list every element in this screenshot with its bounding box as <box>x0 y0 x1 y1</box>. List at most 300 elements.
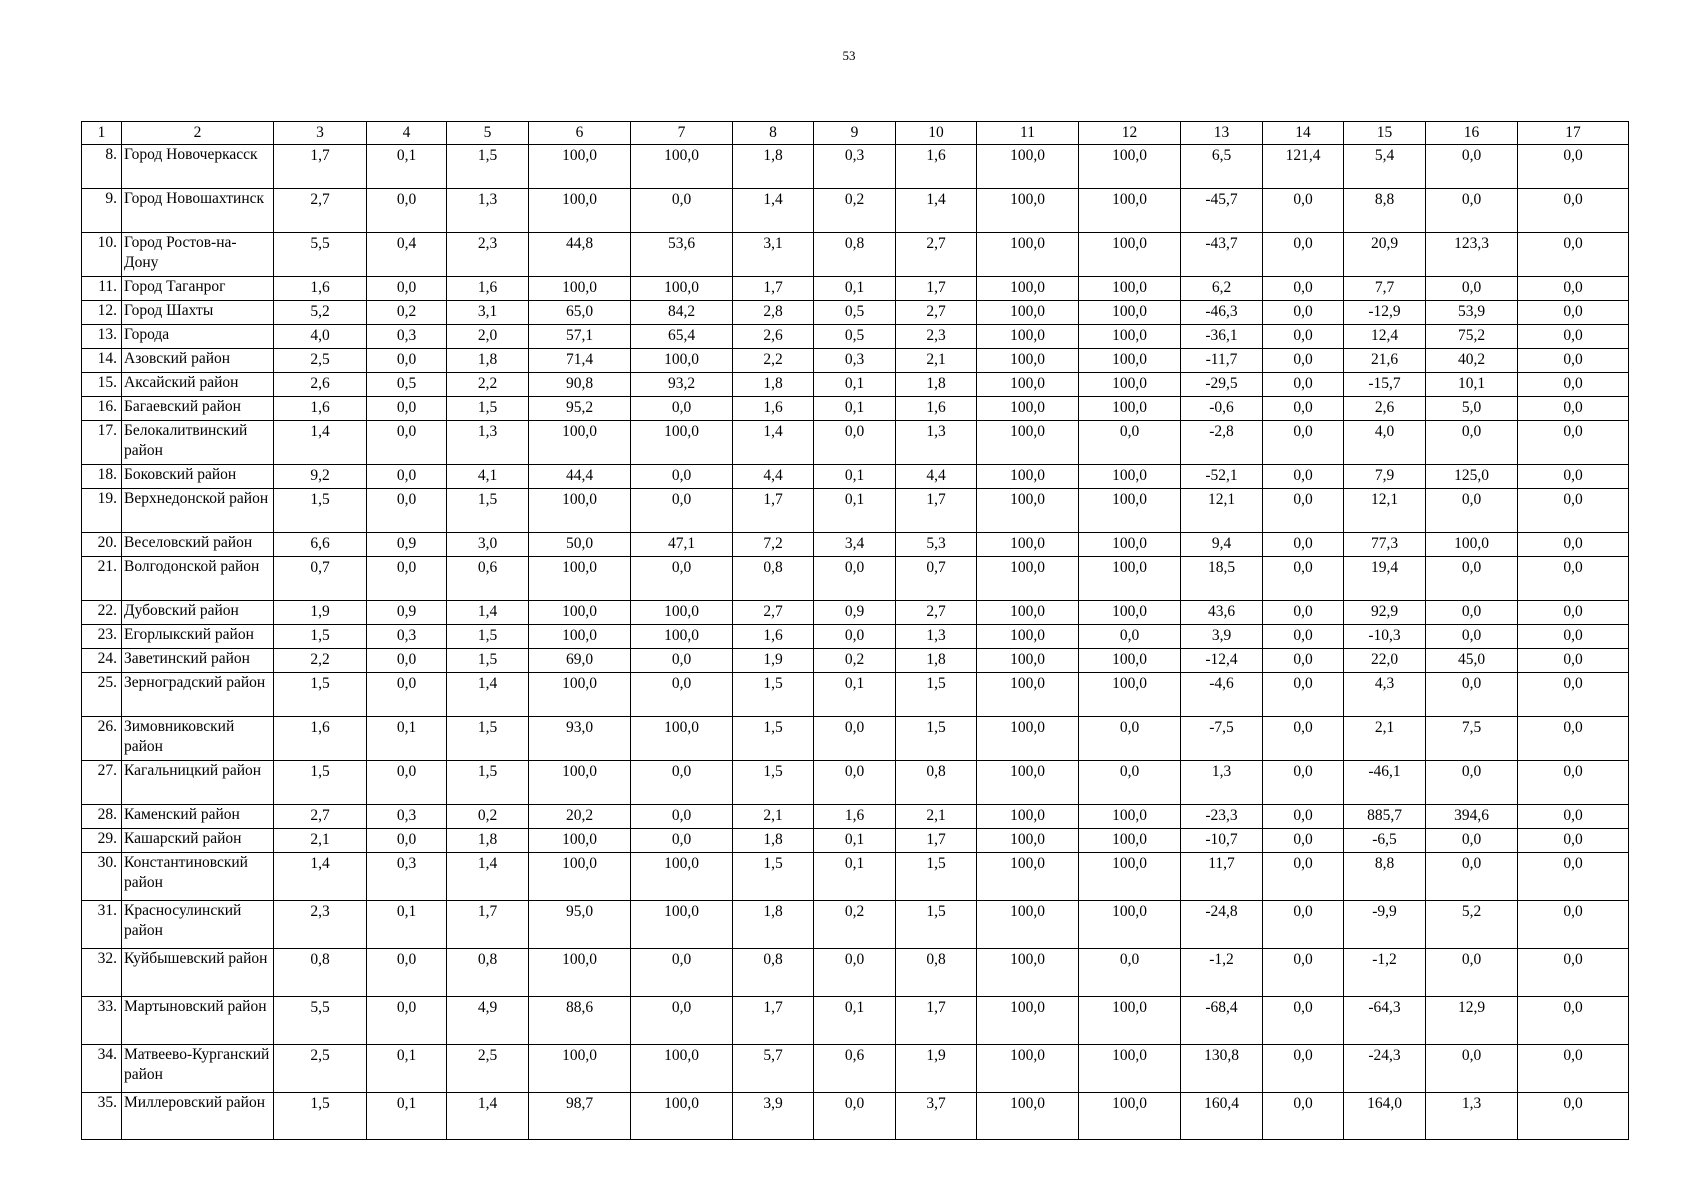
value-cell: 8,8 <box>1344 853 1426 901</box>
value-cell: 0,0 <box>367 349 447 373</box>
value-cell: 100,0 <box>977 997 1079 1045</box>
value-cell: 0,0 <box>1079 949 1181 997</box>
value-cell: 100,0 <box>529 189 631 233</box>
value-cell: 0,0 <box>367 189 447 233</box>
value-cell: 0,0 <box>367 997 447 1045</box>
value-cell: 1,3 <box>896 625 977 649</box>
territory-name-cell: Волгодонской район <box>122 557 274 601</box>
value-cell: 0,1 <box>814 829 896 853</box>
value-cell: 0,0 <box>1518 997 1629 1045</box>
table-row <box>82 533 1629 557</box>
value-cell: 0,0 <box>1263 489 1344 533</box>
value-cell: 0,3 <box>367 853 447 901</box>
value-cell: 1,4 <box>733 421 814 465</box>
value-cell: 1,6 <box>814 805 896 829</box>
value-cell: -46,3 <box>1181 301 1263 325</box>
value-cell: 100,0 <box>529 1045 631 1093</box>
value-cell: 84,2 <box>631 301 733 325</box>
value-cell: 0,0 <box>1263 189 1344 233</box>
row-number-cell: 21. <box>82 557 122 601</box>
value-cell: 0,0 <box>1263 997 1344 1045</box>
value-cell: 2,7 <box>896 601 977 625</box>
value-cell: 0,1 <box>367 717 447 761</box>
territory-name-cell: Багаевский район <box>122 397 274 421</box>
value-cell: 0,0 <box>814 949 896 997</box>
value-cell: 0,1 <box>814 465 896 489</box>
value-cell: 1,5 <box>447 717 529 761</box>
value-cell: 100,0 <box>1079 233 1181 277</box>
value-cell: 4,9 <box>447 997 529 1045</box>
value-cell: 0,1 <box>814 373 896 397</box>
territory-name-cell: Город Новочеркасск <box>122 145 274 189</box>
value-cell: 0,0 <box>1263 373 1344 397</box>
table-row <box>82 805 1629 829</box>
value-cell: 0,8 <box>447 949 529 997</box>
value-cell: 100,0 <box>977 301 1079 325</box>
value-cell: 12,1 <box>1344 489 1426 533</box>
value-cell: 100,0 <box>1079 649 1181 673</box>
column-header: 16 <box>1426 122 1518 145</box>
value-cell: 100,0 <box>1079 373 1181 397</box>
value-cell: 0,0 <box>1263 233 1344 277</box>
value-cell: -29,5 <box>1181 373 1263 397</box>
value-cell: 100,0 <box>1079 601 1181 625</box>
value-cell: 0,8 <box>814 233 896 277</box>
territory-name-cell: Егорлыкский район <box>122 625 274 649</box>
row-number-cell: 8. <box>82 145 122 189</box>
value-cell: 90,8 <box>529 373 631 397</box>
table-row <box>82 949 1629 997</box>
table-row <box>82 373 1629 397</box>
column-header: 7 <box>631 122 733 145</box>
value-cell: 3,4 <box>814 533 896 557</box>
row-number-cell: 32. <box>82 949 122 997</box>
value-cell: 43,6 <box>1181 601 1263 625</box>
table-row <box>82 465 1629 489</box>
value-cell: 0,8 <box>896 761 977 805</box>
value-cell: 0,9 <box>367 601 447 625</box>
value-cell: 1,4 <box>896 189 977 233</box>
value-cell: 100,0 <box>977 829 1079 853</box>
value-cell: 2,3 <box>274 901 367 949</box>
table-row <box>82 649 1629 673</box>
value-cell: 95,2 <box>529 397 631 421</box>
value-cell: 21,6 <box>1344 349 1426 373</box>
value-cell: 0,8 <box>274 949 367 997</box>
value-cell: 100,0 <box>1079 853 1181 901</box>
value-cell: 0,0 <box>1263 673 1344 717</box>
row-number-cell: 23. <box>82 625 122 649</box>
value-cell: 100,0 <box>1079 901 1181 949</box>
value-cell: 1,4 <box>447 1093 529 1140</box>
value-cell: 0,0 <box>1426 421 1518 465</box>
value-cell: 65,4 <box>631 325 733 349</box>
value-cell: 0,0 <box>1518 949 1629 997</box>
value-cell: 100,0 <box>1079 189 1181 233</box>
column-header: 8 <box>733 122 814 145</box>
value-cell: 3,9 <box>733 1093 814 1140</box>
value-cell: 0,8 <box>733 949 814 997</box>
value-cell: 12,1 <box>1181 489 1263 533</box>
value-cell: 0,0 <box>1426 829 1518 853</box>
value-cell: 1,7 <box>896 277 977 301</box>
value-cell: 3,9 <box>1181 625 1263 649</box>
value-cell: 93,2 <box>631 373 733 397</box>
value-cell: 4,3 <box>1344 673 1426 717</box>
value-cell: 0,0 <box>814 761 896 805</box>
value-cell: 2,6 <box>1344 397 1426 421</box>
value-cell: -68,4 <box>1181 997 1263 1045</box>
territory-name-cell: Город Ростов-на-Дону <box>122 233 274 277</box>
value-cell: 100,0 <box>631 901 733 949</box>
value-cell: 0,0 <box>1263 901 1344 949</box>
value-cell: 1,6 <box>733 625 814 649</box>
column-header: 14 <box>1263 122 1344 145</box>
value-cell: 2,1 <box>896 349 977 373</box>
value-cell: 1,9 <box>733 649 814 673</box>
column-header: 3 <box>274 122 367 145</box>
value-cell: 0,0 <box>1518 373 1629 397</box>
value-cell: -9,9 <box>1344 901 1426 949</box>
value-cell: 0,8 <box>896 949 977 997</box>
value-cell: 130,8 <box>1181 1045 1263 1093</box>
value-cell: 0,0 <box>631 557 733 601</box>
value-cell: 0,0 <box>1426 189 1518 233</box>
value-cell: 0,0 <box>1263 533 1344 557</box>
value-cell: 1,5 <box>896 673 977 717</box>
value-cell: 0,1 <box>814 997 896 1045</box>
value-cell: 0,0 <box>631 489 733 533</box>
value-cell: 100,0 <box>977 233 1079 277</box>
value-cell: 9,2 <box>274 465 367 489</box>
value-cell: 1,3 <box>447 189 529 233</box>
value-cell: 20,2 <box>529 805 631 829</box>
value-cell: 0,0 <box>1518 233 1629 277</box>
value-cell: 12,9 <box>1426 997 1518 1045</box>
value-cell: 100,0 <box>1079 533 1181 557</box>
value-cell: 100,0 <box>529 829 631 853</box>
row-number-cell: 17. <box>82 421 122 465</box>
column-header: 5 <box>447 122 529 145</box>
territory-name-cell: Города <box>122 325 274 349</box>
value-cell: -43,7 <box>1181 233 1263 277</box>
value-cell: 100,0 <box>631 601 733 625</box>
value-cell: 4,1 <box>447 465 529 489</box>
value-cell: 2,5 <box>447 1045 529 1093</box>
territory-name-cell: Константиновский район <box>122 853 274 901</box>
value-cell: 0,0 <box>631 805 733 829</box>
column-header: 1 <box>82 122 122 145</box>
value-cell: 7,5 <box>1426 717 1518 761</box>
row-number-cell: 15. <box>82 373 122 397</box>
row-number-cell: 12. <box>82 301 122 325</box>
value-cell: 2,2 <box>733 349 814 373</box>
value-cell: 0,0 <box>367 649 447 673</box>
value-cell: 100,0 <box>977 189 1079 233</box>
value-cell: 1,5 <box>896 853 977 901</box>
value-cell: 69,0 <box>529 649 631 673</box>
value-cell: 2,7 <box>274 805 367 829</box>
value-cell: -4,6 <box>1181 673 1263 717</box>
table-row <box>82 277 1629 301</box>
value-cell: 71,4 <box>529 349 631 373</box>
value-cell: 0,2 <box>814 189 896 233</box>
value-cell: 0,0 <box>1518 557 1629 601</box>
value-cell: 1,5 <box>447 761 529 805</box>
value-cell: 100,0 <box>1079 1045 1181 1093</box>
value-cell: 2,1 <box>896 805 977 829</box>
value-cell: 1,7 <box>447 901 529 949</box>
value-cell: 100,0 <box>1079 673 1181 717</box>
value-cell: 88,6 <box>529 997 631 1045</box>
value-cell: 2,6 <box>733 325 814 349</box>
territory-name-cell: Мартыновский район <box>122 997 274 1045</box>
value-cell: 0,0 <box>1518 649 1629 673</box>
value-cell: 0,0 <box>1426 625 1518 649</box>
value-cell: 0,0 <box>1518 397 1629 421</box>
row-number-cell: 18. <box>82 465 122 489</box>
value-cell: 44,8 <box>529 233 631 277</box>
header-row <box>82 122 1629 145</box>
value-cell: 100,0 <box>977 673 1079 717</box>
value-cell: 10,1 <box>1426 373 1518 397</box>
value-cell: 100,0 <box>977 489 1079 533</box>
value-cell: 0,0 <box>1263 397 1344 421</box>
column-header: 2 <box>122 122 274 145</box>
value-cell: 0,2 <box>814 901 896 949</box>
value-cell: 0,0 <box>1263 277 1344 301</box>
table-row <box>82 233 1629 277</box>
value-cell: 1,8 <box>733 829 814 853</box>
value-cell: 0,0 <box>367 397 447 421</box>
value-cell: 5,0 <box>1426 397 1518 421</box>
column-header: 17 <box>1518 122 1629 145</box>
table-row <box>82 325 1629 349</box>
row-number-cell: 26. <box>82 717 122 761</box>
value-cell: 47,1 <box>631 533 733 557</box>
value-cell: 100,0 <box>631 1045 733 1093</box>
value-cell: 100,0 <box>529 673 631 717</box>
value-cell: 100,0 <box>1079 1093 1181 1140</box>
value-cell: 0,0 <box>367 761 447 805</box>
value-cell: 100,0 <box>529 557 631 601</box>
value-cell: 0,1 <box>814 277 896 301</box>
row-number-cell: 11. <box>82 277 122 301</box>
value-cell: 100,0 <box>631 277 733 301</box>
value-cell: -12,4 <box>1181 649 1263 673</box>
value-cell: 3,1 <box>447 301 529 325</box>
value-cell: 0,0 <box>367 673 447 717</box>
territory-name-cell: Белокалитвинский район <box>122 421 274 465</box>
row-number-cell: 20. <box>82 533 122 557</box>
value-cell: 1,4 <box>447 853 529 901</box>
value-cell: 0,0 <box>1518 805 1629 829</box>
value-cell: 1,3 <box>447 421 529 465</box>
value-cell: 45,0 <box>1426 649 1518 673</box>
value-cell: 0,0 <box>814 625 896 649</box>
value-cell: 2,6 <box>274 373 367 397</box>
value-cell: 0,0 <box>631 649 733 673</box>
value-cell: 1,5 <box>447 145 529 189</box>
value-cell: 0,0 <box>1518 145 1629 189</box>
value-cell: 0,0 <box>1079 761 1181 805</box>
value-cell: 0,0 <box>367 465 447 489</box>
value-cell: 2,2 <box>274 649 367 673</box>
value-cell: 0,1 <box>814 489 896 533</box>
territory-name-cell: Кашарский район <box>122 829 274 853</box>
value-cell: 0,5 <box>814 325 896 349</box>
value-cell: 93,0 <box>529 717 631 761</box>
value-cell: 100,0 <box>977 533 1079 557</box>
table-row <box>82 853 1629 901</box>
value-cell: 1,6 <box>274 397 367 421</box>
value-cell: 1,9 <box>274 601 367 625</box>
value-cell: 1,5 <box>274 1093 367 1140</box>
value-cell: -10,3 <box>1344 625 1426 649</box>
value-cell: 4,4 <box>733 465 814 489</box>
value-cell: 0,0 <box>1518 717 1629 761</box>
value-cell: -7,5 <box>1181 717 1263 761</box>
value-cell: 0,0 <box>1518 421 1629 465</box>
value-cell: 0,0 <box>1518 901 1629 949</box>
value-cell: 1,5 <box>274 489 367 533</box>
value-cell: 0,0 <box>814 717 896 761</box>
value-cell: 5,7 <box>733 1045 814 1093</box>
value-cell: -0,6 <box>1181 397 1263 421</box>
value-cell: 1,3 <box>1426 1093 1518 1140</box>
value-cell: 0,0 <box>1263 649 1344 673</box>
value-cell: 0,0 <box>1426 277 1518 301</box>
value-cell: 1,8 <box>447 349 529 373</box>
value-cell: 0,0 <box>1263 829 1344 853</box>
value-cell: 100,0 <box>1079 301 1181 325</box>
value-cell: 5,2 <box>1426 901 1518 949</box>
value-cell: 100,0 <box>529 489 631 533</box>
value-cell: 0,0 <box>1263 557 1344 601</box>
value-cell: 160,4 <box>1181 1093 1263 1140</box>
value-cell: 0,6 <box>447 557 529 601</box>
value-cell: 100,0 <box>977 277 1079 301</box>
value-cell: 0,0 <box>1426 761 1518 805</box>
value-cell: 0,0 <box>367 489 447 533</box>
table-row <box>82 717 1629 761</box>
territory-name-cell: Верхнедонской район <box>122 489 274 533</box>
value-cell: 1,6 <box>274 717 367 761</box>
territory-name-cell: Зимовниковский район <box>122 717 274 761</box>
value-cell: 100,0 <box>631 349 733 373</box>
value-cell: 50,0 <box>529 533 631 557</box>
territory-name-cell: Матвеево-Курганский район <box>122 1045 274 1093</box>
value-cell: -1,2 <box>1181 949 1263 997</box>
territory-name-cell: Зерноградский район <box>122 673 274 717</box>
value-cell: 0,0 <box>1263 301 1344 325</box>
value-cell: 1,5 <box>274 761 367 805</box>
value-cell: 8,8 <box>1344 189 1426 233</box>
value-cell: 100,0 <box>977 761 1079 805</box>
value-cell: 100,0 <box>977 465 1079 489</box>
table-row <box>82 761 1629 805</box>
table-row <box>82 489 1629 533</box>
value-cell: 5,5 <box>274 233 367 277</box>
value-cell: 0,0 <box>1426 145 1518 189</box>
table-row <box>82 301 1629 325</box>
value-cell: 1,5 <box>733 673 814 717</box>
territory-name-cell: Город Новошахтинск <box>122 189 274 233</box>
value-cell: 100,0 <box>1079 805 1181 829</box>
value-cell: 2,8 <box>733 301 814 325</box>
value-cell: 100,0 <box>1079 277 1181 301</box>
value-cell: 100,0 <box>529 949 631 997</box>
value-cell: -1,2 <box>1344 949 1426 997</box>
value-cell: 0,0 <box>631 829 733 853</box>
value-cell: 0,0 <box>1426 949 1518 997</box>
value-cell: 0,0 <box>1426 557 1518 601</box>
row-number-cell: 13. <box>82 325 122 349</box>
row-number-cell: 34. <box>82 1045 122 1093</box>
value-cell: 0,0 <box>1518 601 1629 625</box>
value-cell: 0,6 <box>814 1045 896 1093</box>
value-cell: 0,2 <box>814 649 896 673</box>
row-number-cell: 16. <box>82 397 122 421</box>
value-cell: 1,3 <box>896 421 977 465</box>
value-cell: 1,6 <box>274 277 367 301</box>
value-cell: 6,2 <box>1181 277 1263 301</box>
table-row <box>82 557 1629 601</box>
value-cell: 1,7 <box>896 489 977 533</box>
value-cell: 0,0 <box>1263 421 1344 465</box>
value-cell: 9,4 <box>1181 533 1263 557</box>
value-cell: 0,0 <box>1518 1045 1629 1093</box>
value-cell: 2,5 <box>274 349 367 373</box>
value-cell: 100,0 <box>1079 997 1181 1045</box>
value-cell: 2,1 <box>1344 717 1426 761</box>
value-cell: 0,0 <box>1263 349 1344 373</box>
value-cell: 100,0 <box>977 901 1079 949</box>
column-header: 10 <box>896 122 977 145</box>
value-cell: 100,0 <box>631 1093 733 1140</box>
table-body <box>82 145 1629 1140</box>
value-cell: 0,0 <box>631 949 733 997</box>
value-cell: 1,3 <box>1181 761 1263 805</box>
value-cell: 0,3 <box>814 145 896 189</box>
value-cell: 0,0 <box>1079 717 1181 761</box>
value-cell: 0,0 <box>1263 1045 1344 1093</box>
value-cell: 0,0 <box>631 761 733 805</box>
value-cell: 0,0 <box>1263 1093 1344 1140</box>
value-cell: 3,7 <box>896 1093 977 1140</box>
value-cell: 0,0 <box>1263 805 1344 829</box>
value-cell: 0,0 <box>814 1093 896 1140</box>
value-cell: 2,1 <box>274 829 367 853</box>
value-cell: 100,0 <box>631 853 733 901</box>
value-cell: 1,7 <box>733 277 814 301</box>
value-cell: 0,0 <box>1263 717 1344 761</box>
value-cell: 0,0 <box>367 557 447 601</box>
value-cell: 0,2 <box>367 301 447 325</box>
territory-name-cell: Красносулинский район <box>122 901 274 949</box>
value-cell: -24,3 <box>1344 1045 1426 1093</box>
value-cell: 4,4 <box>896 465 977 489</box>
value-cell: 0,9 <box>367 533 447 557</box>
value-cell: 65,0 <box>529 301 631 325</box>
table-row <box>82 349 1629 373</box>
value-cell: 1,6 <box>733 397 814 421</box>
table-row <box>82 997 1629 1045</box>
value-cell: 100,0 <box>631 625 733 649</box>
row-number-cell: 30. <box>82 853 122 901</box>
territory-name-cell: Боковский район <box>122 465 274 489</box>
row-number-cell: 14. <box>82 349 122 373</box>
